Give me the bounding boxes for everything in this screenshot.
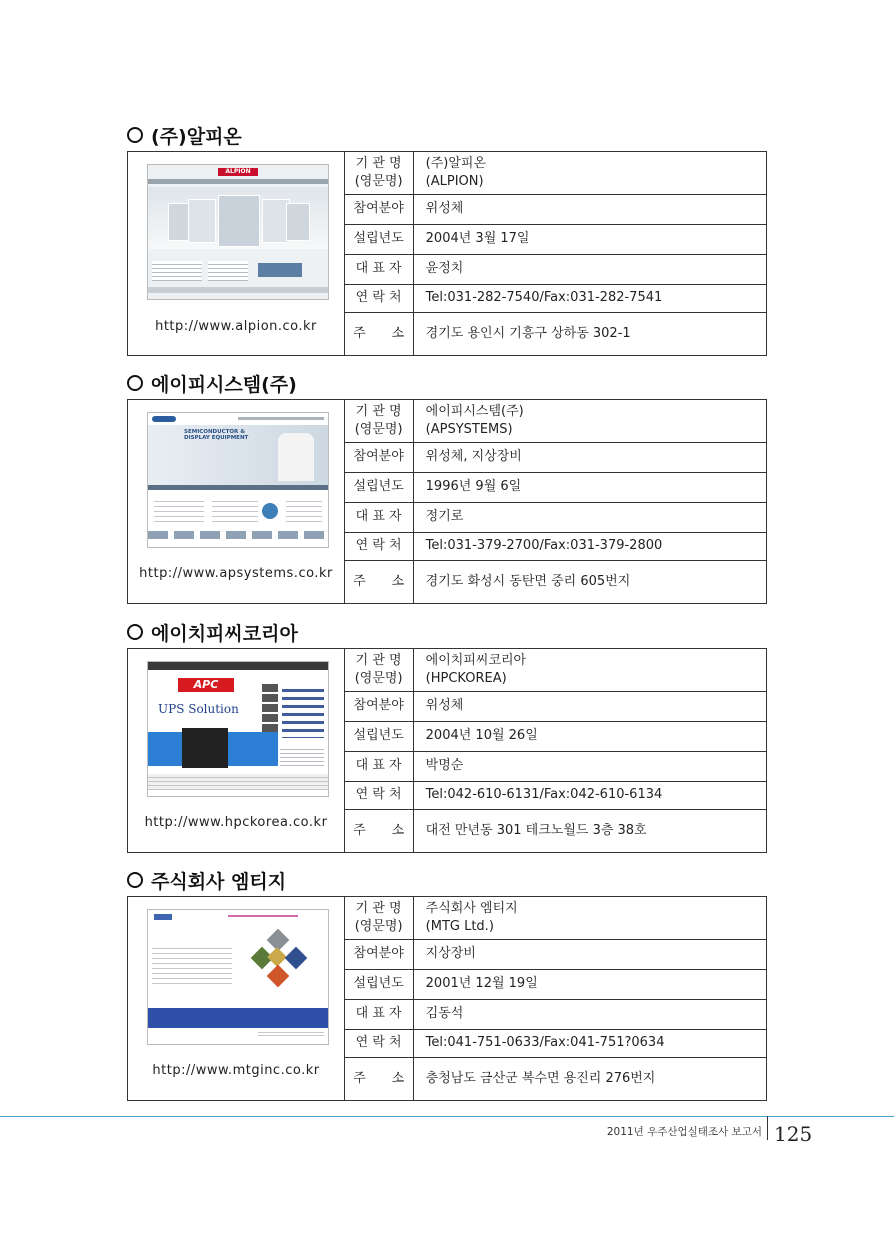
site-globe-image bbox=[262, 503, 278, 519]
label-founded: 설립년도 bbox=[345, 472, 414, 502]
company-name-en: (HPCKOREA) bbox=[425, 670, 507, 686]
site-content bbox=[152, 261, 202, 281]
site-hero-card bbox=[218, 195, 260, 247]
value-founded: 2001년 12월 19일 bbox=[413, 969, 766, 999]
label-contact: 연 락 처 bbox=[345, 781, 414, 809]
site-content bbox=[208, 261, 248, 281]
site-headline: SEMICONDUCTOR & DISPLAY EQUIPMENT bbox=[184, 429, 249, 441]
label-founded: 설립년도 bbox=[345, 721, 414, 751]
company-name: 에이피시스템(주) bbox=[425, 403, 524, 419]
company-info-table bbox=[345, 897, 766, 1100]
site-diamond-graphic bbox=[267, 965, 290, 988]
company-url[interactable]: http://www.apsystems.co.kr bbox=[139, 566, 333, 581]
section-title: 에이피시스템(주) bbox=[151, 373, 297, 396]
value-contact: Tel:031-379-2700/Fax:031-379-2800 bbox=[413, 532, 766, 560]
label-name-en-text: (영문명) bbox=[354, 670, 403, 686]
site-content bbox=[212, 497, 258, 525]
site-hero-card bbox=[286, 203, 310, 241]
website-panel bbox=[128, 649, 345, 852]
value-name bbox=[413, 649, 766, 691]
website-screenshot bbox=[147, 909, 329, 1045]
value-contact: Tel:041-751-0633/Fax:041-751?0634 bbox=[413, 1029, 766, 1057]
label-contact: 연 락 처 bbox=[345, 1029, 414, 1057]
value-name bbox=[413, 897, 766, 939]
footer-rule bbox=[0, 1116, 894, 1117]
footer-separator bbox=[767, 1116, 768, 1140]
site-footer bbox=[148, 774, 328, 790]
section-heading bbox=[127, 371, 297, 395]
company-info-table bbox=[345, 649, 766, 852]
site-diamond-graphic bbox=[285, 947, 308, 970]
value-field: 위성체 bbox=[413, 194, 766, 224]
site-footer bbox=[148, 287, 328, 293]
value-address: 경기도 화성시 동탄면 중리 605번지 bbox=[425, 573, 631, 589]
label-contact: 연 락 처 bbox=[345, 284, 414, 312]
site-logo-icon bbox=[154, 914, 172, 920]
label-ceo: 대 표 자 bbox=[345, 999, 414, 1029]
company-info-table bbox=[345, 400, 766, 603]
site-logo-icon bbox=[152, 416, 176, 422]
company-card bbox=[127, 648, 767, 853]
website-screenshot bbox=[147, 661, 329, 797]
value-name bbox=[413, 152, 766, 194]
site-nav-bar bbox=[148, 179, 328, 184]
company-name-en: (APSYSTEMS) bbox=[425, 421, 513, 437]
label-name-en-text: (영문명) bbox=[354, 173, 403, 189]
value-field: 위성체 bbox=[413, 691, 766, 721]
value-contact: Tel:042-610-6131/Fax:042-610-6134 bbox=[413, 781, 766, 809]
section-heading bbox=[127, 123, 242, 147]
label-name-text: 기 관 명 bbox=[355, 900, 402, 916]
label-name-text: 기 관 명 bbox=[355, 652, 402, 668]
label-address: 주 소 bbox=[345, 1057, 414, 1100]
site-content bbox=[280, 746, 324, 766]
website-screenshot bbox=[147, 164, 329, 300]
company-name-en: (MTG Ltd.) bbox=[425, 918, 494, 934]
label-address: 주 소 bbox=[345, 312, 414, 355]
label-field: 참여분야 bbox=[345, 442, 414, 472]
circle-bullet-icon bbox=[127, 872, 143, 888]
site-headline: UPS Solution bbox=[158, 702, 239, 716]
site-footer bbox=[148, 531, 328, 539]
label-name-text: 기 관 명 bbox=[355, 403, 402, 419]
label-ceo: 대 표 자 bbox=[345, 254, 414, 284]
site-side-menu bbox=[262, 684, 278, 734]
value-contact: Tel:031-282-7540/Fax:031-282-7541 bbox=[413, 284, 766, 312]
report-title: 2011년 우주산업실태조사 보고서 bbox=[606, 1126, 762, 1138]
site-nav-bar bbox=[238, 417, 324, 420]
value-field: 위성체, 지상장비 bbox=[413, 442, 766, 472]
company-url[interactable]: http://www.mtginc.co.kr bbox=[152, 1063, 320, 1078]
value-founded: 1996년 9월 6일 bbox=[413, 472, 766, 502]
company-card bbox=[127, 399, 767, 604]
label-founded: 설립년도 bbox=[345, 224, 414, 254]
site-nav-bar bbox=[228, 915, 298, 917]
label-name-en-text: (영문명) bbox=[354, 918, 403, 934]
circle-bullet-icon bbox=[127, 127, 143, 143]
site-topbar bbox=[148, 662, 328, 670]
value-founded: 2004년 10월 26일 bbox=[413, 721, 766, 751]
label-name bbox=[345, 649, 414, 691]
company-card bbox=[127, 151, 767, 356]
value-ceo: 정기로 bbox=[413, 502, 766, 532]
value-field: 지상장비 bbox=[413, 939, 766, 969]
value-founded: 2004년 3월 17일 bbox=[413, 224, 766, 254]
value-ceo: 김동석 bbox=[413, 999, 766, 1029]
label-name bbox=[345, 897, 414, 939]
site-logo-text: ALPION bbox=[225, 168, 251, 175]
section-title: (주)알피온 bbox=[151, 125, 242, 148]
circle-bullet-icon bbox=[127, 375, 143, 391]
value-address: 대전 만년동 301 테크노월드 3층 38호 bbox=[425, 822, 647, 838]
value-ceo: 박명순 bbox=[413, 751, 766, 781]
company-name: 주식회사 엠티지 bbox=[425, 900, 518, 916]
website-panel bbox=[128, 152, 345, 355]
value-address: 충청남도 금산군 복수면 용진리 276번지 bbox=[425, 1070, 656, 1086]
website-panel bbox=[128, 897, 345, 1100]
page-number: 125 bbox=[774, 1122, 813, 1146]
company-url[interactable]: http://www.alpion.co.kr bbox=[155, 319, 317, 334]
site-partner-logos bbox=[282, 684, 324, 738]
label-name-en-text: (영문명) bbox=[354, 421, 403, 437]
site-footer-banner bbox=[148, 1008, 328, 1028]
site-hero-card bbox=[188, 199, 216, 243]
label-name bbox=[345, 152, 414, 194]
website-panel bbox=[128, 400, 345, 603]
company-info-table bbox=[345, 152, 766, 355]
label-field: 참여분야 bbox=[345, 194, 414, 224]
site-intro-text bbox=[152, 944, 232, 986]
label-field: 참여분야 bbox=[345, 939, 414, 969]
section-heading bbox=[127, 620, 298, 644]
label-name-text: 기 관 명 bbox=[355, 155, 402, 171]
label-name bbox=[345, 400, 414, 442]
label-ceo: 대 표 자 bbox=[345, 502, 414, 532]
label-contact: 연 락 처 bbox=[345, 532, 414, 560]
label-field: 참여분야 bbox=[345, 691, 414, 721]
site-hero-people bbox=[278, 433, 314, 481]
section-heading bbox=[127, 868, 286, 892]
label-founded: 설립년도 bbox=[345, 969, 414, 999]
section-title: 에이치피씨코리아 bbox=[151, 622, 298, 645]
label-address: 주 소 bbox=[345, 560, 414, 603]
value-name bbox=[413, 400, 766, 442]
label-ceo: 대 표 자 bbox=[345, 751, 414, 781]
site-content bbox=[286, 497, 322, 525]
site-brand-logo: APC bbox=[178, 678, 234, 692]
label-address: 주 소 bbox=[345, 809, 414, 852]
website-screenshot bbox=[147, 412, 329, 548]
company-name-en: (ALPION) bbox=[425, 173, 484, 189]
site-content bbox=[154, 497, 204, 525]
site-content-image bbox=[258, 263, 302, 277]
value-address: 경기도 용인시 기흥구 상하동 302-1 bbox=[425, 325, 631, 341]
site-tab-bar bbox=[148, 485, 328, 490]
company-name: (주)알피온 bbox=[425, 155, 487, 171]
site-logo bbox=[218, 168, 258, 176]
circle-bullet-icon bbox=[127, 624, 143, 640]
company-name: 에이치피씨코리아 bbox=[425, 652, 527, 668]
site-footer bbox=[258, 1030, 324, 1038]
company-card bbox=[127, 896, 767, 1101]
site-product-image bbox=[182, 728, 228, 768]
company-url[interactable]: http://www.hpckorea.co.kr bbox=[144, 815, 328, 830]
value-ceo: 윤정치 bbox=[413, 254, 766, 284]
section-title: 주식회사 엠티지 bbox=[151, 870, 287, 893]
